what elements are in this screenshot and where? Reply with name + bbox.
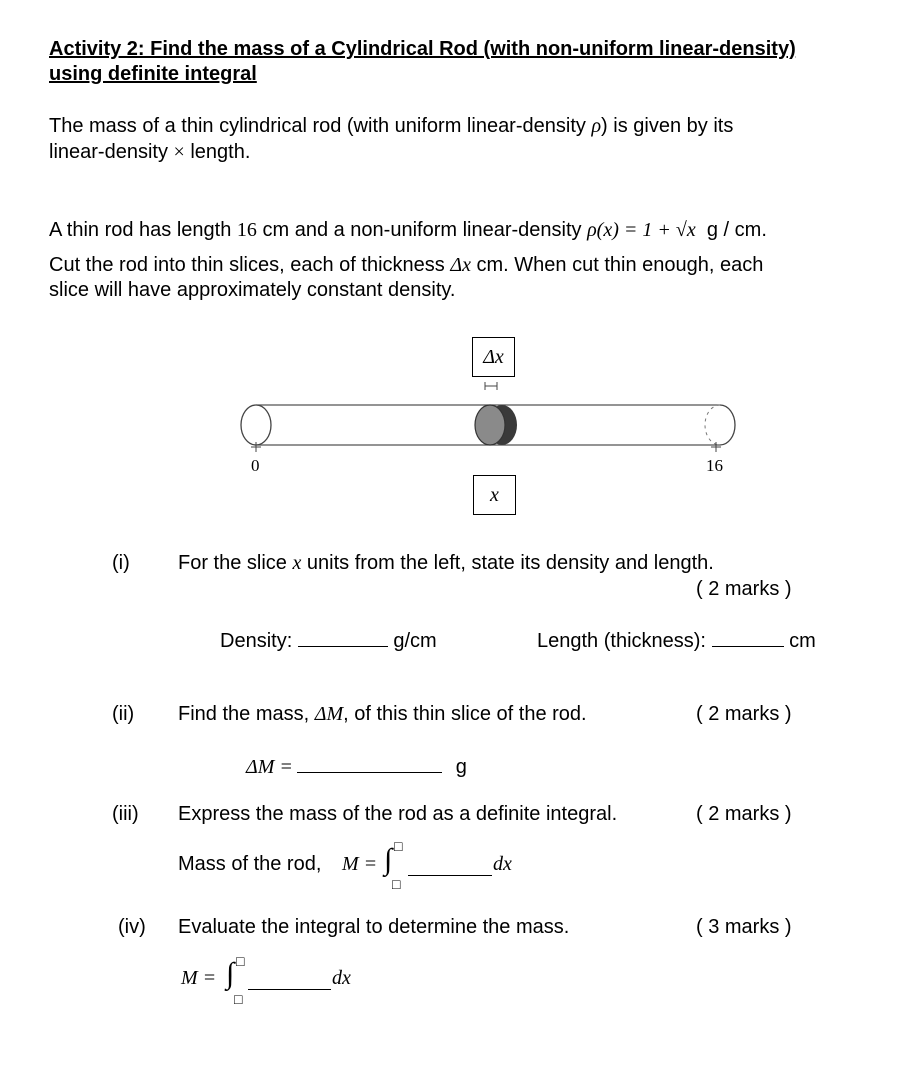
q3-marks: ( 2 marks ) (696, 803, 792, 825)
q3-lhs-label: Mass of the rod, (178, 853, 322, 875)
q3-number: (iii) (112, 803, 139, 825)
q4-upper-limit[interactable]: □ (236, 953, 245, 969)
q2-number: (ii) (112, 703, 135, 725)
rho-symbol: ρ (591, 115, 602, 137)
density-formula: ρ(x) = 1 + √x (587, 219, 696, 241)
rod-length-value: 16 (236, 219, 257, 241)
tick-label-16: 16 (706, 456, 723, 475)
activity-title-line1: Activity 2: Find the mass of a Cylindrical Rod (with non-uniform linear-density) (49, 38, 796, 60)
q2-answer-row: ΔM = g (246, 756, 467, 778)
density-unit-label: g/cm (393, 630, 437, 652)
length-unit-label: cm (789, 630, 816, 652)
problem-line3: slice will have approximately constant density. (49, 279, 456, 301)
rod-right-end-hidden (705, 405, 720, 445)
density-answer-blank[interactable] (298, 628, 388, 647)
q4-marks: ( 3 marks ) (696, 916, 792, 938)
q3-dx: dx (493, 853, 512, 875)
q1-text: For the slice x units from the left, state its density and length. (178, 552, 714, 574)
q3-integral-sign: ∫ (384, 843, 393, 876)
density-unit: g / cm. (706, 219, 767, 241)
q4-lower-limit[interactable]: □ (234, 991, 243, 1007)
problem-line1: A thin rod has length 16 cm and a non-uniform linear-density ρ(x) = 1 + √x g / cm. (49, 219, 767, 241)
q3-upper-limit[interactable]: □ (394, 838, 403, 854)
q3-text: Express the mass of the rod as a definite integral. (178, 803, 618, 825)
thickness-bracket (485, 382, 497, 390)
q4-integrand-blank[interactable] (248, 971, 331, 990)
q3-integrand-blank[interactable] (408, 857, 492, 876)
problem-line2: Cut the rod into thin slices, each of thickness Δx cm. When cut thin enough, each (49, 254, 764, 276)
q1-number: (i) (112, 552, 130, 574)
q4-integral-sign: ∫ (226, 957, 235, 990)
density-label: Density: (220, 630, 293, 652)
q1-density-row (220, 628, 437, 653)
delta-x-box: Δx (472, 337, 515, 377)
x-position-box: x (473, 475, 516, 515)
q4-dx: dx (332, 967, 351, 989)
length-label: Length (thickness): (537, 630, 706, 652)
rod-right-end (720, 405, 735, 445)
intro-line1: The mass of a thin cylindrical rod (with uniform linear-density ρ) is given by its (49, 115, 734, 137)
q4-number: (iv) (118, 916, 146, 938)
tick-label-0: 0 (251, 456, 260, 475)
q4-text: Evaluate the integral to determine the mass. (178, 916, 570, 938)
q1-marks: ( 2 marks ) (696, 578, 792, 600)
rod-diagram (230, 372, 750, 482)
q1-length-row (537, 628, 816, 653)
q2-text: Find the mass, ΔM, of this thin slice of the rod. (178, 703, 587, 725)
q3-lhs-var: M = (342, 853, 378, 875)
intro-line2: linear-density × length. (49, 141, 251, 163)
activity-title-line2: using definite integral (49, 63, 257, 85)
delta-m-answer-blank[interactable] (297, 754, 442, 773)
length-answer-blank[interactable] (712, 628, 784, 647)
q3-lower-limit[interactable]: □ (392, 876, 401, 892)
rod-slice (475, 405, 517, 445)
q2-marks: ( 2 marks ) (696, 703, 792, 725)
q4-lhs: M = (181, 967, 217, 989)
rod-left-end (241, 405, 271, 445)
